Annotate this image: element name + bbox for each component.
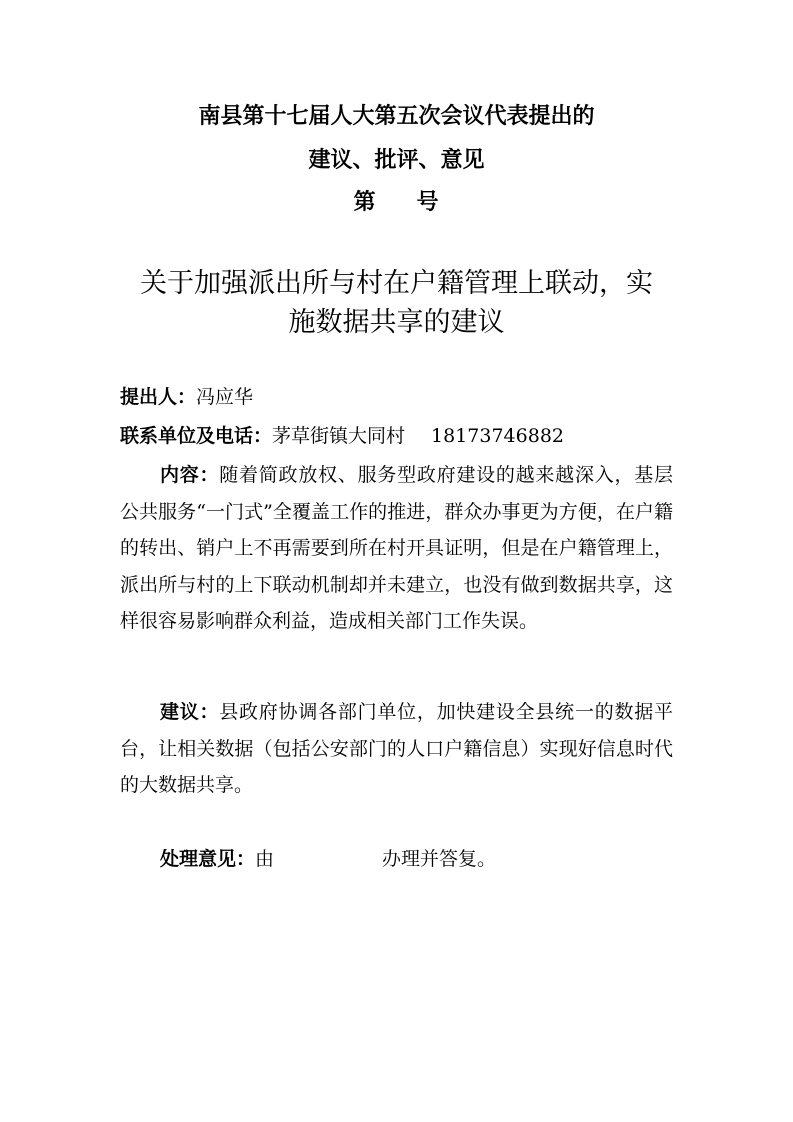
proposal-title-line-1: 关于加强派出所与村在户籍管理上联动，实 [140,268,653,299]
contact-row [120,424,564,448]
suggestion-label: 建议： [160,701,220,723]
proposal-title-line-2: 施数据共享的建议 [288,307,505,338]
handling-label: 处理意见： [160,848,256,870]
contact-label: 联系单位及电话： [120,425,273,447]
contact-unit: 茅草街镇大同村 [272,425,406,447]
content-text: 随着简政放权、服务型政府建设的越来越深入，基层公共服务“一门式”全覆盖工作的推进，群众办事更为方便，在户籍的转出、销户上不再需要到所在村开具证明，但是在户籍管理上，派出所与村的上下联动机制却并未建立，也没有做到数据共享，这样很容易影响群众利益，造成相关部门工作失误。 [120,464,673,632]
content-paragraph [120,457,673,640]
suggestion-paragraph [120,694,673,804]
content-label: 内容： [160,464,220,486]
handling-prefix: 由 [255,848,275,870]
header-line-1: 南县第十七届人大第五次会议代表提出的 [198,104,595,129]
number-prefix: 第 [353,190,377,215]
header-line-2: 建议、批评、意见 [308,148,485,173]
proposer-value: 冯应华 [196,386,254,408]
contact-phone: 18173746882 [431,425,565,447]
number-suffix: 号 [416,190,440,215]
handling-suffix: 办理并答复。 [382,848,497,870]
document-number [0,189,793,217]
proposer-label: 提出人： [120,386,197,408]
suggestion-text: 县政府协调各部门单位，加快建设全县统一的数据平台，让相关数据（包括公安部门的人口户籍信息）实现好信息时代的大数据共享。 [120,701,673,796]
handling-row [160,847,496,871]
proposer-row [120,385,253,409]
